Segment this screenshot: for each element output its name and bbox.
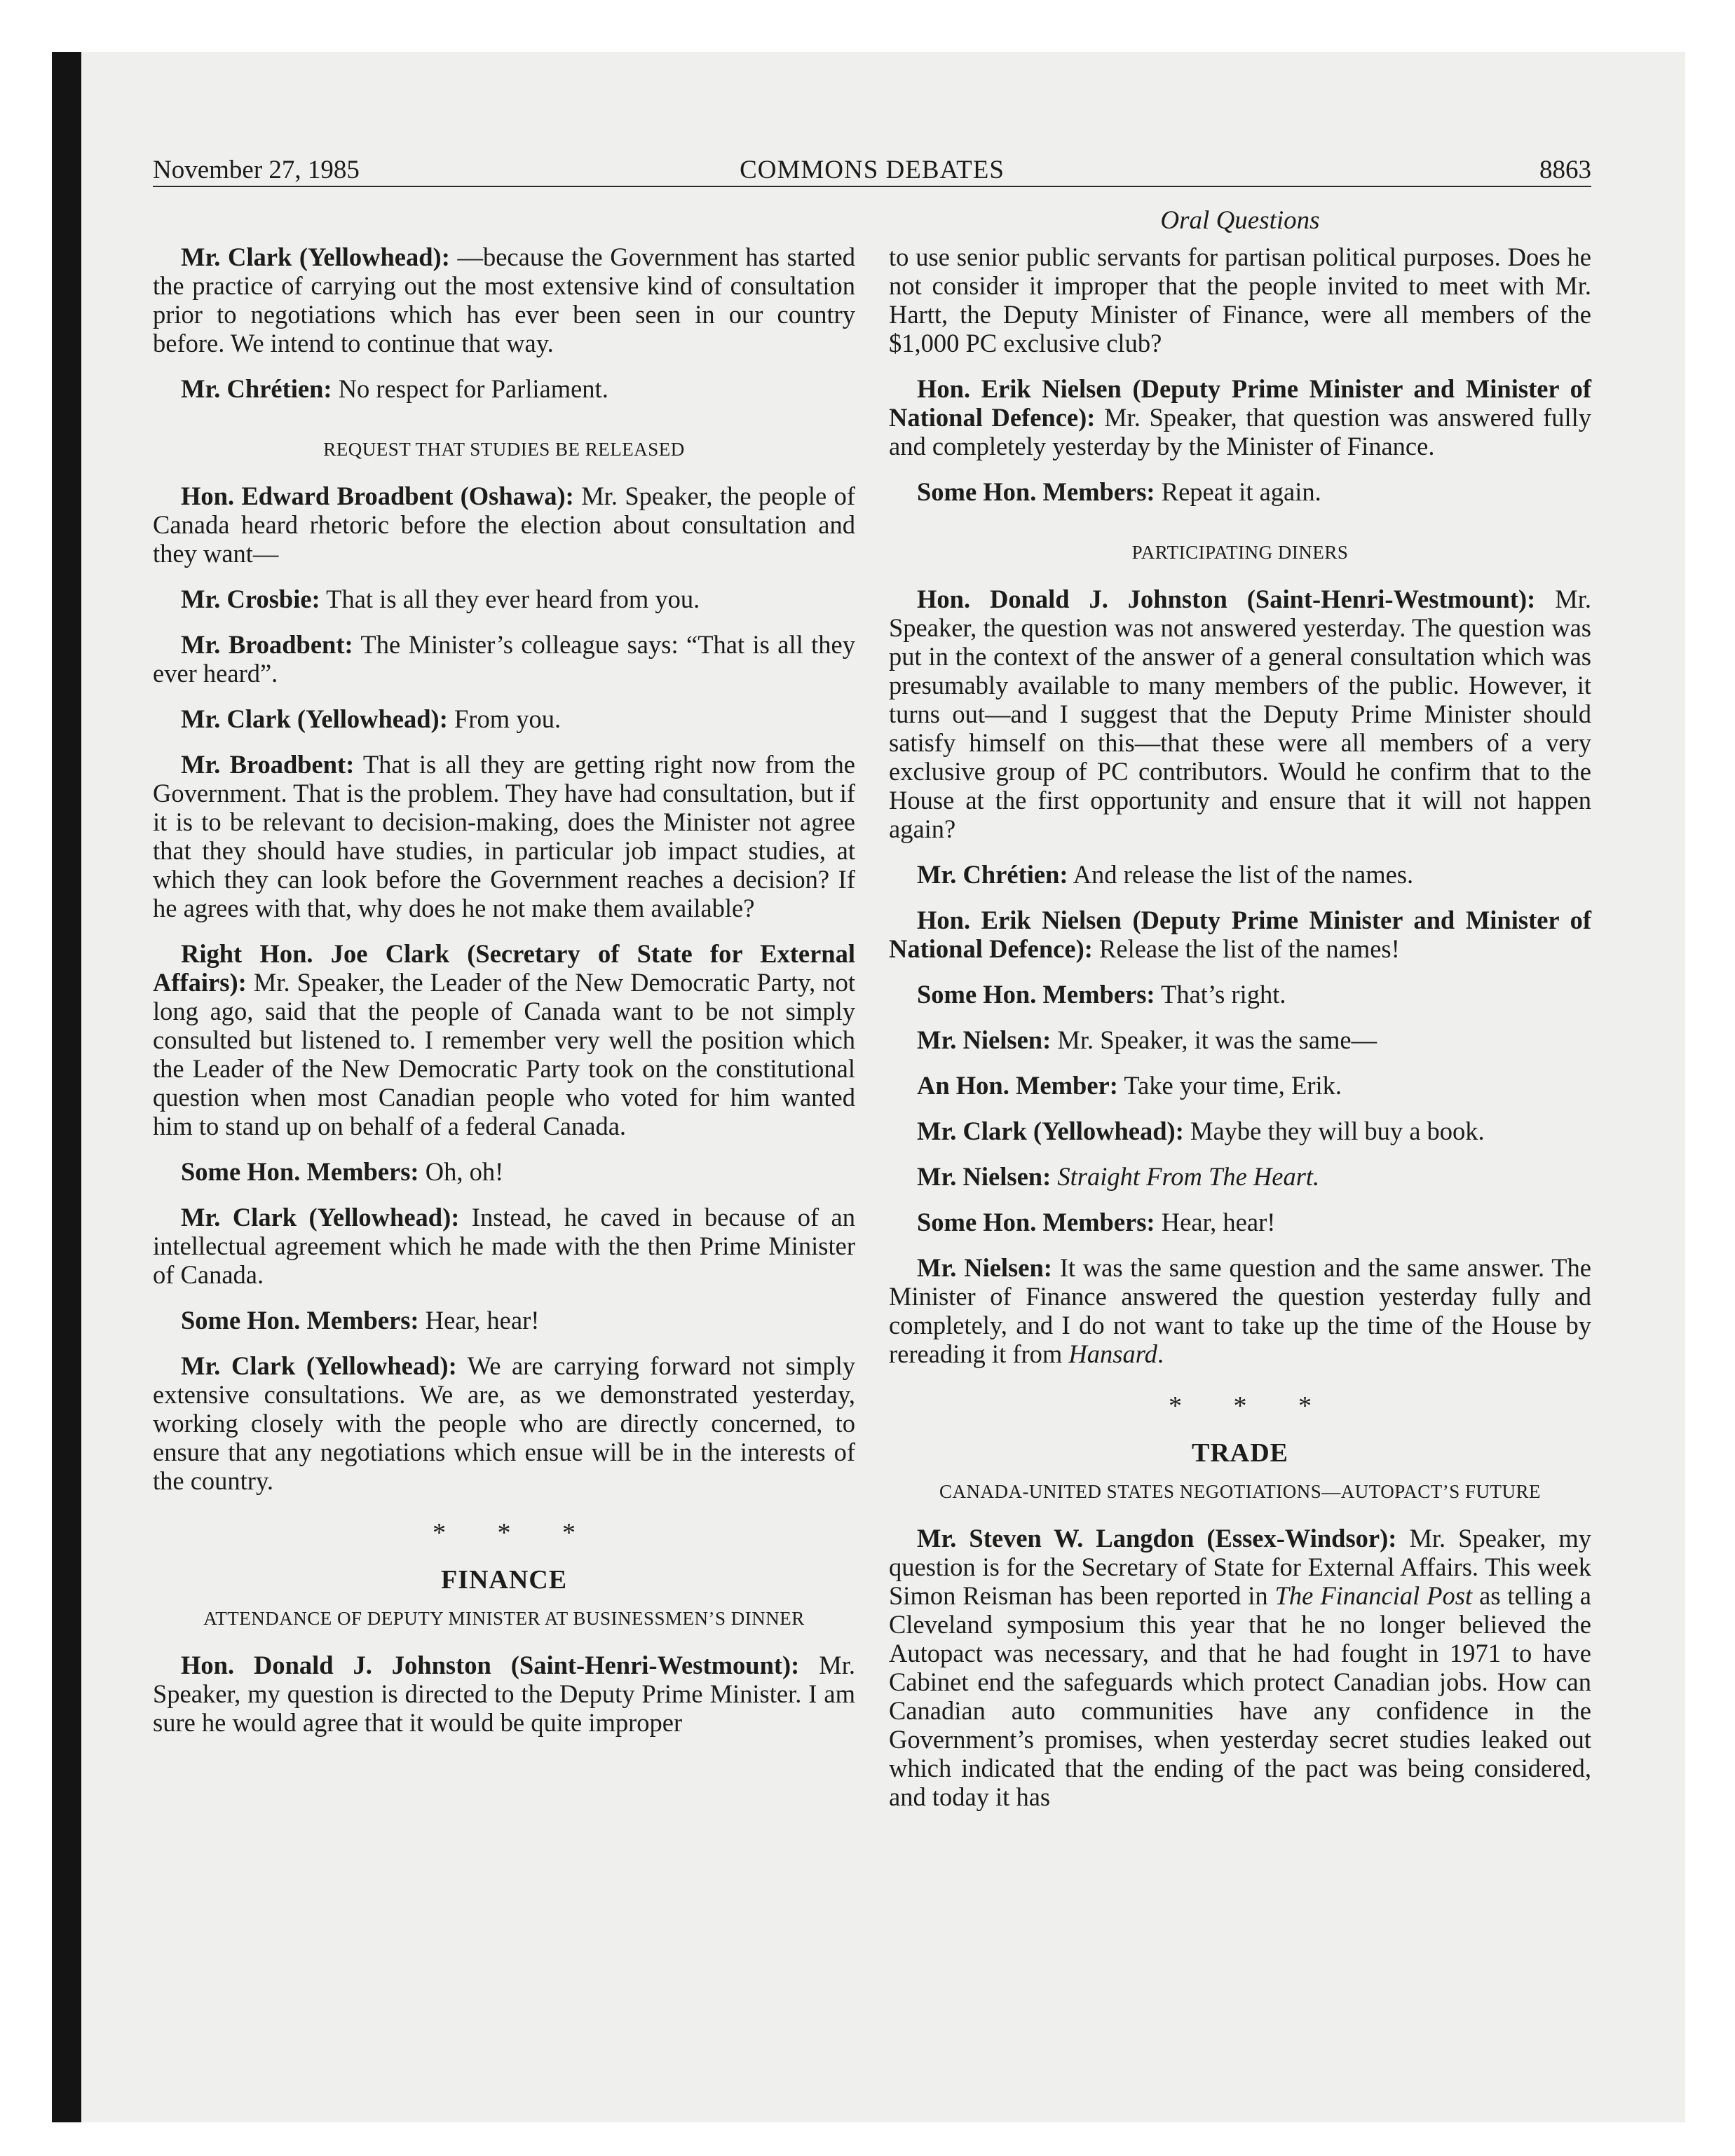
paragraph: [153, 374, 855, 403]
book-title: Straight From The Heart.: [1057, 1162, 1320, 1191]
paragraph: [153, 939, 855, 1140]
section-title: Oral Questions: [1160, 206, 1320, 235]
paragraph: [153, 482, 855, 568]
speech: Mr. Speaker, that question was answered fully and completely yesterday by the Minister of Finance.: [889, 403, 1591, 460]
paragraph: [889, 1524, 1591, 1811]
subheading: PARTICIPATING DINERS: [1131, 542, 1349, 563]
speaker: Hon. Erik Nielsen (Deputy Prime Minister and Minister of National Defence):: [889, 374, 1591, 432]
speaker: Right Hon. Joe Clark (Secretary of State for External Affairs):: [153, 939, 855, 997]
paragraph: [889, 860, 1591, 889]
speaker: Mr. Crosbie:: [181, 585, 320, 613]
speech: Mr. Speaker, my question is for the Secretary of State for External Affairs. This week Simon Reisman has been reported in: [889, 1524, 1591, 1610]
speaker: Mr. Nielsen:: [917, 1025, 1052, 1054]
paragraph: [889, 477, 1591, 506]
paragraph: [153, 585, 855, 613]
paragraph: [153, 1157, 855, 1186]
header-rule: [153, 186, 1591, 187]
header-publication: COMMONS DEBATES: [740, 156, 1005, 184]
speaker: Mr. Nielsen:: [917, 1162, 1052, 1191]
paragraph: [889, 906, 1591, 963]
speech: Mr. Speaker, the Leader of the New Democratic Party, not long ago, said that the people of Canada want to be not simply consulted but listened to. I remember very well the position which the Leader of the New Democratic Party took on the constitutional question when most Canadian people who voted for him wanted him to stand up on behalf of a federal Canada.: [153, 968, 855, 1140]
paragraph: [889, 1025, 1591, 1054]
speech: Mr. Speaker, the people of Canada heard rhetoric before the election about consultation and they want—: [153, 482, 855, 568]
publication-name: The Financial Post: [1274, 1581, 1473, 1610]
speech: And release the list of the names.: [1068, 860, 1414, 889]
speaker: Some Hon. Members:: [917, 1208, 1155, 1236]
paragraph: [153, 750, 855, 922]
speech: Hear, hear!: [419, 1306, 540, 1335]
paragraph: [153, 1351, 855, 1495]
scan-border: [52, 52, 81, 2122]
speech: Release the list of the names!: [1092, 934, 1400, 963]
speaker: Hon. Donald J. Johnston (Saint-Henri-Westmount):: [181, 1651, 800, 1679]
speech: Repeat it again.: [1155, 477, 1321, 506]
speech: Mr. Speaker, it was the same—: [1051, 1025, 1377, 1054]
paragraph: [153, 704, 855, 733]
paragraph: [889, 585, 1591, 843]
speaker: Mr. Chrétien:: [181, 374, 332, 403]
header-page-number: 8863: [1539, 156, 1591, 184]
left-column: [153, 243, 855, 1754]
speech-end: .: [1157, 1339, 1164, 1368]
section-separator: * * *: [1169, 1391, 1334, 1421]
speaker: An Hon. Member:: [917, 1071, 1118, 1100]
right-column: [889, 243, 1591, 1828]
speaker: Hon. Donald J. Johnston (Saint-Henri-Westmount):: [917, 585, 1536, 613]
speech: That is all they are getting right now from the Government. That is the problem. They have had consultation, but if it is to be relevant to decision-making, does the Minister not agree that they should have studies, in particular job impact studies, at which they can look before the Government reaches a decision? If he agrees with that, why does he not make them available?: [153, 750, 855, 922]
paragraph: [889, 1071, 1591, 1100]
paragraph: [889, 1208, 1591, 1236]
paragraph: [153, 1306, 855, 1335]
speaker: Some Hon. Members:: [181, 1157, 419, 1186]
speaker: Hon. Erik Nielsen (Deputy Prime Minister and Minister of National Defence):: [889, 906, 1591, 963]
speech: Mr. Speaker, my question is directed to the Deputy Prime Minister. I am sure he would agree that it would be quite improper: [153, 1651, 855, 1737]
speaker: Some Hon. Members:: [181, 1306, 419, 1335]
speech: That’s right.: [1155, 980, 1286, 1009]
speaker: Mr. Steven W. Langdon (Essex-Windsor):: [917, 1524, 1397, 1553]
speech: We are carrying forward not simply extensive consultations. We are, as we demonstrated yesterday, working closely with the people who are directly concerned, to ensure that any negotiations which ensue will be in the interests of the country.: [153, 1351, 855, 1495]
section-heading: FINANCE: [440, 1565, 568, 1595]
speech: That is all they ever heard from you.: [320, 585, 700, 613]
speaker: Mr. Broadbent:: [181, 630, 353, 659]
paragraph: [889, 1162, 1591, 1191]
paragraph: [889, 243, 1591, 357]
speaker: Mr. Broadbent:: [181, 750, 355, 779]
paragraph: [889, 980, 1591, 1009]
paragraph: [153, 1203, 855, 1289]
speaker: Hon. Edward Broadbent (Oshawa):: [181, 482, 574, 510]
running-header: [153, 153, 1591, 188]
speech: as telling a Cleveland symposium this year that he no longer believed the Autopact was necessary, and that he had fought in 1971 to have Cabinet end the safeguards which protect Canadian jobs. How can Canadian auto communities have any confidence in the Government’s promises, when yesterday secret studies leaked out which indicated that the ending of the pact was being considered, and today it has: [889, 1581, 1591, 1811]
subheading: ATTENDANCE OF DEPUTY MINISTER AT BUSINESSMEN’S DINNER: [203, 1608, 805, 1629]
speaker: Mr. Clark (Yellowhead):: [917, 1117, 1184, 1145]
speech: From you.: [447, 704, 562, 733]
speaker: Mr. Clark (Yellowhead):: [181, 243, 450, 271]
paragraph: [153, 243, 855, 357]
paragraph: [889, 1253, 1591, 1368]
section-heading: TRADE: [1191, 1438, 1289, 1468]
speaker: Mr. Clark (Yellowhead):: [181, 1203, 460, 1231]
speaker: Mr. Clark (Yellowhead):: [181, 1351, 457, 1380]
speech: Instead, he caved in because of an intellectual agreement which he made with the then Prime Minister of Canada.: [153, 1203, 855, 1289]
paragraph: [889, 374, 1591, 460]
speech: Hear, hear!: [1155, 1208, 1276, 1236]
speech: Take your time, Erik.: [1117, 1071, 1342, 1100]
speech: Maybe they will buy a book.: [1183, 1117, 1485, 1145]
section-separator: * * *: [433, 1518, 598, 1548]
paragraph: [153, 1651, 855, 1737]
speech: Oh, oh!: [419, 1157, 504, 1186]
speaker: Some Hon. Members:: [917, 980, 1155, 1009]
speech: —because the Government has started the practice of carrying out the most extensive kind of consultation prior to negotiations which has ever been seen in our country before. We intend to continue that way.: [153, 243, 855, 357]
subheading: REQUEST THAT STUDIES BE RELEASED: [323, 439, 685, 460]
speech: to use senior public servants for partisan political purposes. Does he not consider it improper that the people invited to meet with Mr. Hartt, the Deputy Minister of Finance, were all members of the $1,000 PC exclusive club?: [889, 243, 1591, 357]
speech: Mr. Speaker, the question was not answered yesterday. The question was put in the context of the answer of a general consultation which was presumably available to many members of the public. However, it turns out—and I suggest that the Deputy Prime Minister should satisfy himself on this—that these were all members of a very exclusive group of PC contributors. Would he confirm that to the House at the first opportunity and ensure that it will not happen again?: [889, 585, 1591, 843]
speaker: Mr. Clark (Yellowhead):: [181, 704, 448, 733]
subheading: CANADA-UNITED STATES NEGOTIATIONS—AUTOPACT’S FUTURE: [939, 1481, 1542, 1502]
publication-name: Hansard: [1068, 1339, 1157, 1368]
paragraph: [153, 630, 855, 688]
speaker: Mr. Chrétien:: [917, 860, 1068, 889]
speaker: Some Hon. Members:: [917, 477, 1155, 506]
header-date: November 27, 1985: [153, 156, 360, 184]
speech: It was the same question and the same answer. The Minister of Finance answered the question yesterday fully and completely, and I do not want to take up the time of the House by rereading it from: [889, 1253, 1591, 1368]
speech: The Minister’s colleague says: “That is all they ever heard”.: [153, 630, 855, 688]
paragraph: [889, 1117, 1591, 1145]
speaker: Mr. Nielsen:: [917, 1253, 1052, 1282]
speech: No respect for Parliament.: [332, 374, 608, 403]
